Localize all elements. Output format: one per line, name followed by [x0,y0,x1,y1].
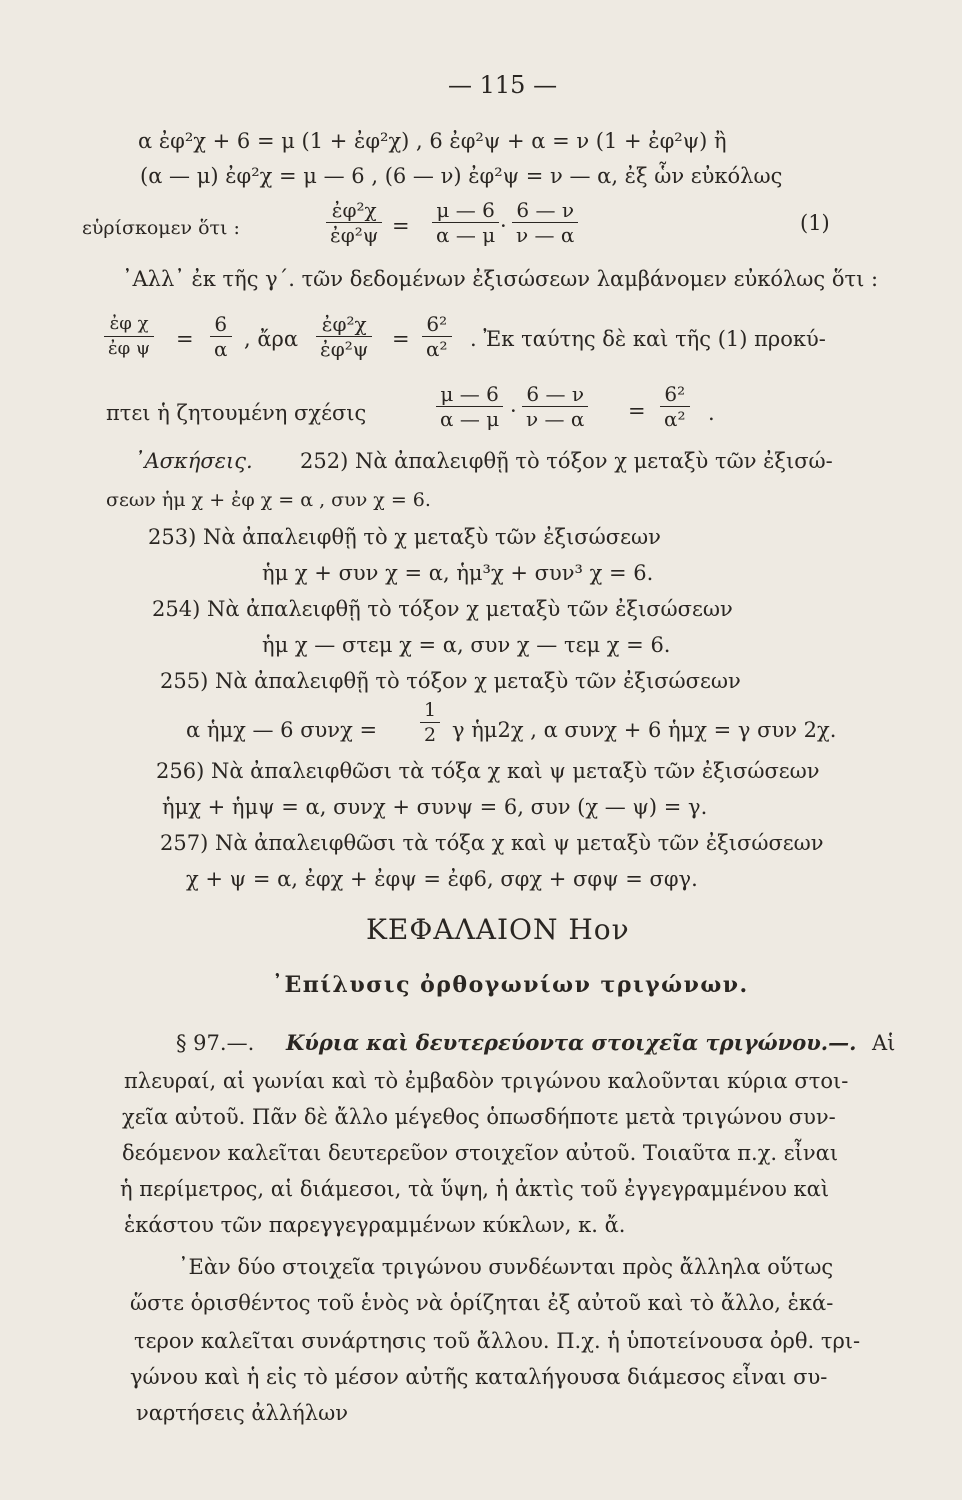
chapter-subheading: ᾿Επίλυσις ὀρθογωνίων τριγώνων. [272,972,749,998]
equals-sign: = [628,399,646,423]
dot-operator: · [500,214,507,238]
fraction: $\frac{\text{ἐφ²χ}}{\text{ἐφ²ψ}}$ [316,312,372,361]
text-inline: . [708,401,715,425]
dot-operator: · [510,399,517,423]
equals-sign: = [392,214,410,238]
section-number: § 97.—. [176,1031,255,1055]
chapter-heading: ΚΕΦΑΛΑΙΟΝ Ηον [366,913,630,946]
text-line: 257) Νὰ ἀπαλειφθῶσι τὰ τόξα χ καὶ ψ μεταξὺ τῶν ἐξισώσεων [160,831,824,855]
text-line: ὥστε ὁρισθέντος τοῦ ἑνὸς νὰ ὁρίζηται ἐξ αὐτοῦ καὶ τὸ ἄλλο, ἑκά- [130,1291,834,1315]
text-inline: , ἄρα [244,327,299,351]
fraction: $\frac{\text{6²}}{\text{α²}}$ [422,312,452,361]
text-line: (α — μ) ἐφ²χ = μ — 6 , (6 — ν) ἐφ²ψ = ν — α, ἐξ ὧν εὐκόλως [140,164,783,188]
text-line: ἡμχ + ἡμψ = α, συνχ + συνψ = 6, συν (χ — ψ) = γ. [162,795,708,819]
text-line: α ἡμχ — 6 συνχ = [186,718,378,742]
text-line: 253) Νὰ ἀπαλειφθῇ τὸ χ μεταξὺ τῶν ἐξισώσεων [148,525,661,549]
equals-sign: = [176,327,194,351]
text-line: χεῖα αὐτοῦ. Πᾶν δὲ ἄλλο μέγεθος ὁπωσδήποτε μετὰ τριγώνου συν- [122,1105,836,1129]
fraction: $\frac{6 — \nu}{\nu — \alpha}$ [522,382,588,431]
text-line: 255) Νὰ ἀπαλειφθῇ τὸ τόξον χ μεταξὺ τῶν ἐξισώσεων [160,669,741,693]
text-line: 252) Νὰ ἀπαλειφθῇ τὸ τόξον χ μεταξὺ τῶν ἐξισώ- [300,449,833,473]
fraction: $\frac{6}{\alpha}$ [210,312,232,361]
fraction: $\frac{6 — \nu}{\nu — \alpha}$ [512,198,578,247]
fraction: $\frac{1}{2}$ [420,698,440,747]
text-line: εὑρίσκομεν ὅτι : [82,217,240,239]
text-line: ᾿Εὰν δύο στοιχεῖα τριγώνου συνδέωνται πρὸς ἄλληλα οὕτως [178,1255,834,1279]
page-number: — 115 — [448,71,558,99]
text-line: τερον καλεῖται συνάρτησις τοῦ ἄλλου. Π.χ. ἡ ὑποτείνουσα ὀρθ. τρι- [134,1329,861,1353]
text-line: α ἐφ²χ + 6 = μ (1 + ἐφ²χ) , 6 ἐφ²ψ + α = ν (1 + ἐφ²ψ) ἢ [138,129,727,153]
text-line: πλευραί, αἱ γωνίαι καὶ τὸ ἐμβαδὸν τριγώνου καλοῦνται κύρια στοι- [124,1069,849,1093]
equation-tag: (1) [800,211,830,235]
text-line: πτει ἡ ζητουμένη σχέσις [106,401,367,425]
fraction: $\frac{\mu — 6}{\alpha — \mu}$ [432,198,499,247]
text-line: γ ἡμ2χ , α συνχ + 6 ἡμχ = γ συν 2χ. [452,718,837,742]
text-line: γώνου καὶ ἡ εἰς τὸ μέσον αὐτῆς καταλήγουσα διάμεσος εἶναι συ- [130,1365,828,1389]
exercises-label: ᾿Ασκήσεις. [134,449,253,473]
fraction: $\frac{\mu — 6}{\alpha — \mu}$ [436,382,503,431]
text-line: ᾿Αλλ᾿ ἐκ τῆς γ΄. τῶν δεδομένων ἐξισώσεων λαμβάνομεν εὐκόλως ὅτι : [122,267,879,291]
text-line: . Ἐκ ταύτης δὲ καὶ τῆς (1) προκύ- [470,327,826,351]
text-inline: Αἱ [872,1031,896,1055]
fraction: $\frac{\text{ἐφ χ}}{\text{ἐφ ψ}}$ [104,312,154,361]
fraction: $\frac{\text{6²}}{\text{α²}}$ [660,382,690,431]
text-line: ναρτήσεις ἀλλήλων [136,1401,348,1425]
text-line: ἡ περίμετρος, αἱ διάμεσοι, τὰ ὕψη, ἡ ἀκτὶς τοῦ ἐγγεγραμμένου καὶ [120,1177,830,1201]
section-title: Κύρια καὶ δευτερεύοντα στοιχεῖα τριγώνου.—. [286,1030,857,1055]
text-line: χ + ψ = α, ἐφχ + ἐφψ = ἐφ6, σφχ + σφψ = σφγ. [186,867,698,891]
text-line: σεων ἡμ χ + ἐφ χ = α , συν χ = 6. [106,489,431,511]
text-line: ἡμ χ — στεμ χ = α, συν χ — τεμ χ = 6. [262,633,671,657]
text-line: ἡμ χ + συν χ = α, ἡμ³χ + συν³ χ = 6. [262,561,654,585]
text-line: δεόμενον καλεῖται δευτερεῦον στοιχεῖον αὐτοῦ. Τοιαῦτα π.χ. εἶναι [122,1141,839,1165]
text-line: 254) Νὰ ἀπαλειφθῇ τὸ τόξον χ μεταξὺ τῶν ἐξισώσεων [152,597,733,621]
text-line: ἑκάστου τῶν παρεγγεγραμμένων κύκλων, κ. ἄ. [124,1213,626,1237]
fraction: $\frac{\text{ἐφ²χ}}{\text{ἐφ²ψ}}$ [326,198,382,247]
text-line: 256) Νὰ ἀπαλειφθῶσι τὰ τόξα χ καὶ ψ μεταξὺ τῶν ἐξισώσεων [156,759,820,783]
equals-sign: = [392,327,410,351]
